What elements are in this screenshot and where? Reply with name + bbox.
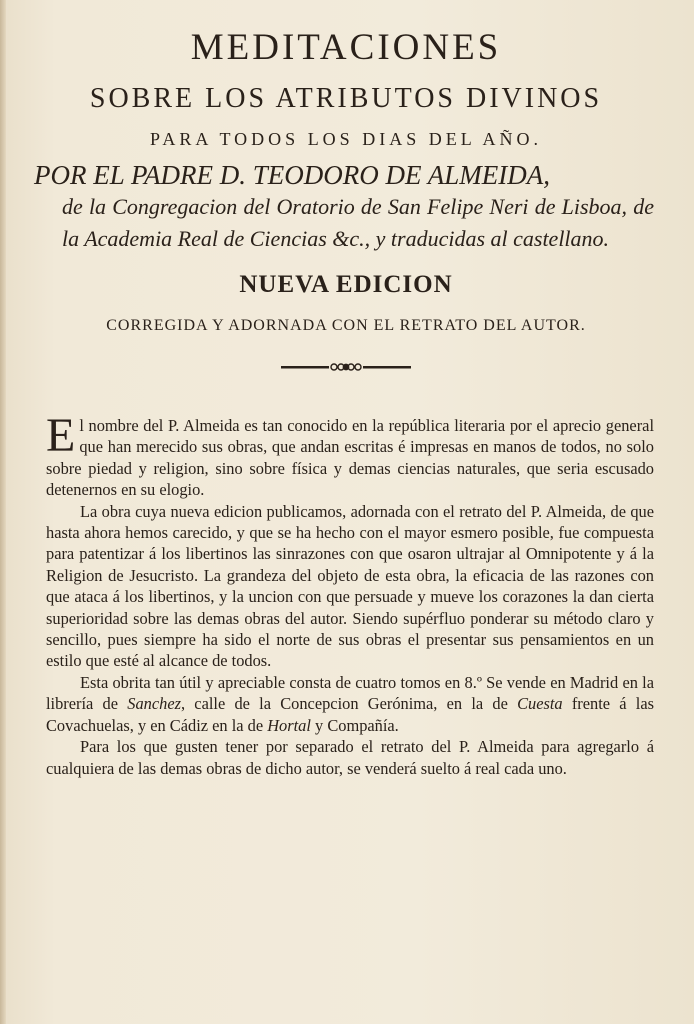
bookseller-cuesta: Cuesta <box>517 694 563 714</box>
book-title: MEDITACIONES <box>190 27 502 68</box>
paragraph-3-text-a: Esta obrita tan útil y apreciable consta de cuatro tomos en 8.º Se vende en Madrid en la librería de <box>46 672 654 714</box>
paragraph-3-text-c: frente á las Covachuelas, y en Cádiz en la de <box>46 694 654 735</box>
author-affiliation: de la Congregacion del Oratorio de San Felipe Neri de Lisboa, de la Academia Real de Ciencias &c., y traducidas al castellano. <box>62 194 654 251</box>
paragraph-1 <box>46 409 654 501</box>
book-subtitle-days: PARA TODOS LOS DIAS DEL AÑO. <box>149 129 543 149</box>
notice-text <box>38 409 654 779</box>
book-subtitle: SOBRE LOS ATRIBUTOS DIVINOS <box>89 83 603 114</box>
paragraph-4: Para los que gusten tener por separado el retrato del P. Almeida para agregarlo á cualquiera de las demas obras de dicho autor, se venderá suelto á real cada uno. <box>46 737 654 778</box>
author-name: POR EL PADRE D. TEODORO DE ALMEIDA, <box>34 160 550 190</box>
paragraph-3 <box>46 672 654 736</box>
ornament-divider-icon <box>281 361 411 373</box>
edition-description: CORREGIDA Y ADORNADA CON EL RETRATO DEL AUTOR. <box>106 317 586 334</box>
bookseller-hortal: Hortal <box>267 715 311 735</box>
paragraph-1-text: l nombre del P. Almeida es tan conocido en la república literaria por el aprecio general que han merecido sus obras, que andan escritas é impresas en manos de todos, no solo sobre piedad y religion, sino sobre física y demas ciencias naturales, que seria escusado detenernos en su elogio. <box>46 416 654 500</box>
author-block <box>34 160 654 255</box>
paragraph-3-text-b: , calle de la Concepcion Gerónima, en la de <box>180 694 518 714</box>
paragraph-3-text-d: y Compañía. <box>310 715 399 735</box>
bookseller-sanchez: Sanchez <box>127 694 181 714</box>
page-edge <box>0 0 6 1024</box>
paragraph-2: La obra cuya nueva edicion publicamos, adornada con el retrato del P. Almeida, de que hasta ahora hemos carecido, y que se ha hecho con el mayor esmero posible, fue compuesta para patentizar á los libertinos las sinrazones con que osaron ultrajar al Omnipotente y á la Religion de Jesucristo. La grandeza del objeto de esta obra, la eficacia de las razones con que ataca á los libertinos, y la uncion con que persuade y mueve los corazones la dan cierta superioridad sobre las demas obras del autor. Siendo supérfluo ponderar su método claro y sencillo, pues siempre ha sido el norte de sus obras el presentar sus pensamientos en un estilo que esté al alcance de todos. <box>46 501 654 671</box>
edition-heading: NUEVA EDICION <box>239 271 453 298</box>
drop-cap: E <box>46 409 76 462</box>
